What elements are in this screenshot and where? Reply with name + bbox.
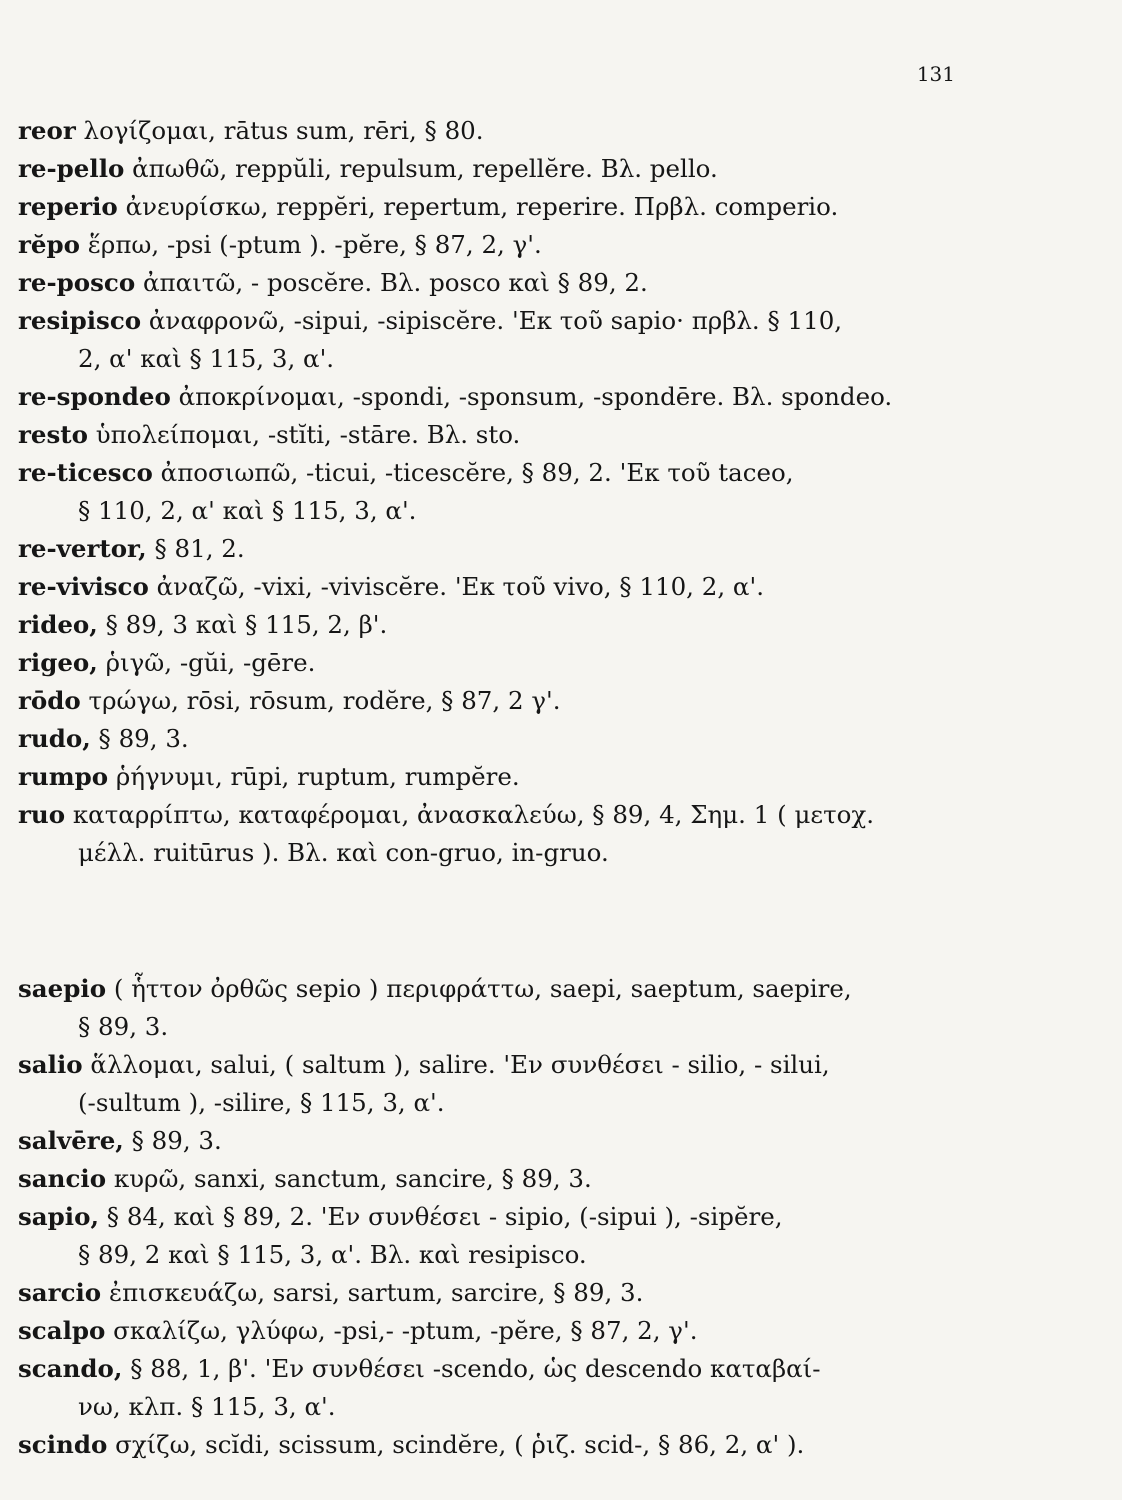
dictionary-entry [18, 1198, 1098, 1236]
entry-definition: ( ἧττον ὀρθῶς sepio ) περιφράττω, saepi, saeptum, saepire, [113, 974, 852, 1003]
entry-definition: σκαλίζω, γλύφω, -psi,- -ptum, -pĕre, § 87, 2, γ'. [113, 1316, 698, 1345]
entry-definition: ὑπολείπομαι, -stĭti, -stāre. Βλ. sto. [95, 420, 521, 449]
entry-definition: ἐπισκευάζω, sarsi, sartum, sarcire, § 89, 3. [108, 1278, 644, 1307]
dictionary-entry [18, 758, 1098, 796]
dictionary-entry [18, 606, 1098, 644]
page-number: 131 [916, 62, 955, 86]
entry-headword: sarcio [18, 1278, 102, 1307]
entry-definition: ἀπωθῶ, reppŭli, repulsum, repellĕre. Βλ. pello. [132, 154, 718, 183]
entry-definition: 2, α' καὶ § 115, 3, α'. [78, 344, 335, 373]
entry-definition: § 84, καὶ § 89, 2. 'Εν συνθέσει - sipio, (-sipui ), -sipĕre, [106, 1202, 783, 1231]
entry-definition: § 89, 3 καὶ § 115, 2, β'. [105, 610, 388, 639]
entry-headword: rōdo [18, 686, 81, 715]
entry-definition: ἀνευρίσκω, reppĕri, repertum, reperire. Πρβλ. comperio. [125, 192, 839, 221]
entry-headword: sancio [18, 1164, 107, 1193]
entry-definition: λογίζομαι, rātus sum, rēri, § 80. [83, 116, 484, 145]
entry-definition: § 89, 3. [78, 1012, 169, 1041]
entry-definition: ἕρπω, -psi (-ptum ). -pĕre, § 87, 2, γ'. [87, 230, 542, 259]
entry-headword: ruo [18, 800, 66, 829]
dictionary-entry [18, 226, 1098, 264]
dictionary-entry [18, 1160, 1098, 1198]
entry-definition: ἀναφρονῶ, -sipui, -sipiscĕre. 'Εκ τοῦ sapio· πρβλ. § 110, [148, 306, 843, 335]
entry-headword: sapio, [18, 1202, 99, 1231]
entry-continuation [18, 1388, 1098, 1426]
dictionary-entry [18, 1350, 1098, 1388]
entry-definition: § 89, 2 καὶ § 115, 3, α'. Βλ. καὶ resipisco. [78, 1240, 587, 1269]
entry-definition: τρώγω, rōsi, rōsum, rodĕre, § 87, 2 γ'. [88, 686, 561, 715]
dictionary-entry [18, 112, 1098, 150]
entry-headword: rĕpo [18, 230, 80, 259]
entry-definition: σχίζω, scĭdi, scissum, scindĕre, ( ῥιζ. scid-, § 86, 2, α' ). [115, 1430, 805, 1459]
entry-headword: rigeo, [18, 648, 98, 677]
entry-headword: re-posco [18, 268, 136, 297]
dictionary-entry [18, 720, 1098, 758]
entry-headword: rudo, [18, 724, 91, 753]
dictionary-entry [18, 416, 1098, 454]
entry-definition: § 89, 3. [131, 1126, 222, 1155]
dictionary-entry [18, 454, 1098, 492]
entry-headword: re-spondeo [18, 382, 171, 411]
entry-definition: ἀπαιτῶ, - poscĕre. Βλ. posco καὶ § 89, 2. [143, 268, 648, 297]
dictionary-entry [18, 1426, 1098, 1464]
dictionary-entry [18, 568, 1098, 606]
dictionary-entry [18, 1046, 1098, 1084]
entry-definition: ἀναζῶ, -vixi, -viviscĕre. 'Εκ τοῦ vivo, § 110, 2, α'. [156, 572, 764, 601]
entry-continuation [18, 1084, 1098, 1122]
entry-headword: saepio [18, 974, 107, 1003]
entry-definition: (-sultum ), -silire, § 115, 3, α'. [78, 1088, 445, 1117]
dictionary-entry [18, 378, 1098, 416]
entry-continuation [18, 834, 1098, 872]
entry-definition: § 88, 1, β'. 'Εν συνθέσει -scendo, ὡς descendo καταβαί- [130, 1354, 821, 1383]
entry-continuation [18, 1236, 1098, 1274]
entry-definition: ἅλλομαι, salui, ( saltum ), salire. 'Εν συνθέσει - silio, - silui, [90, 1050, 830, 1079]
entry-headword: scando, [18, 1354, 123, 1383]
entry-headword: scalpo [18, 1316, 106, 1345]
dictionary-entry [18, 1122, 1098, 1160]
dictionary-entry [18, 302, 1098, 340]
entry-definition: μέλλ. ruitūrus ). Βλ. καὶ con-gruo, in-gruo. [78, 838, 609, 867]
entry-headword: resipisco [18, 306, 142, 335]
entry-headword: re-vivisco [18, 572, 149, 601]
dictionary-entry [18, 150, 1098, 188]
dictionary-entry [18, 530, 1098, 568]
entry-headword: re-vertor, [18, 534, 147, 563]
dictionary-entry [18, 796, 1098, 834]
dictionary-entry [18, 682, 1098, 720]
entry-headword: reor [18, 116, 76, 145]
entry-definition: νω, κλπ. § 115, 3, α'. [78, 1392, 336, 1421]
dictionary-entry [18, 1312, 1098, 1350]
entry-headword: resto [18, 420, 88, 449]
entry-headword: reperio [18, 192, 118, 221]
entry-headword: re-pello [18, 154, 125, 183]
entry-headword: salio [18, 1050, 83, 1079]
entry-headword: rumpo [18, 762, 109, 791]
entry-headword: salvēre, [18, 1126, 124, 1155]
section-gap [18, 872, 1098, 970]
dictionary-entry [18, 188, 1098, 226]
entry-headword: scindo [18, 1430, 108, 1459]
dictionary-entry [18, 970, 1098, 1008]
entry-definition: κυρῶ, sanxi, sanctum, sancire, § 89, 3. [113, 1164, 592, 1193]
entry-definition: ῥιγῶ, -gŭi, -gēre. [105, 648, 316, 677]
entry-definition: καταρρίπτω, καταφέρομαι, ἀνασκαλεύω, § 89, 4, Σημ. 1 ( μετοχ. [72, 800, 875, 829]
entry-definition: ἀποκρίνομαι, -spondi, -sponsum, -spondēre. Βλ. spondeo. [178, 382, 893, 411]
entry-definition: ἀποσιωπῶ, -ticui, -ticescĕre, § 89, 2. 'Εκ τοῦ taceo, [160, 458, 794, 487]
dictionary-entry [18, 264, 1098, 302]
entry-definition: § 110, 2, α' καὶ § 115, 3, α'. [78, 496, 417, 525]
dictionary-entry [18, 644, 1098, 682]
entry-continuation [18, 340, 1098, 378]
entry-headword: re-ticesco [18, 458, 153, 487]
entry-headword: rideo, [18, 610, 98, 639]
entry-list [18, 112, 1098, 1464]
entry-definition: ῥήγνυμι, rūpi, ruptum, rumpĕre. [115, 762, 520, 791]
dictionary-entry [18, 1274, 1098, 1312]
entry-definition: § 89, 3. [98, 724, 189, 753]
entry-continuation [18, 1008, 1098, 1046]
entry-continuation [18, 492, 1098, 530]
entry-definition: § 81, 2. [154, 534, 245, 563]
